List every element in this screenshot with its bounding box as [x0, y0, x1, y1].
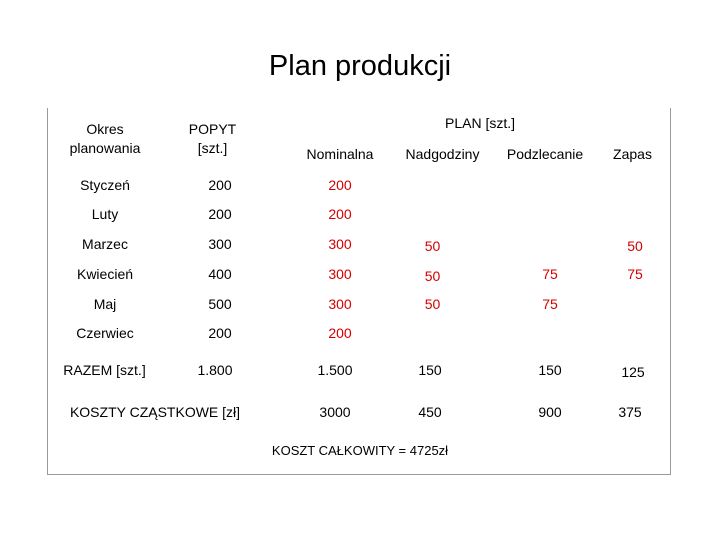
row-nominalna: 200	[328, 206, 352, 222]
koszty-nominalna: 3000	[319, 404, 351, 420]
row-okres: Marzec	[82, 236, 128, 252]
row-zapas: 50	[627, 238, 643, 254]
row-nominalna: 300	[328, 236, 352, 252]
row-podzlecanie: 75	[542, 296, 558, 312]
razem-zapas: 125	[621, 364, 645, 380]
razem-podzlecanie: 150	[538, 362, 562, 378]
header-plan: PLAN [szt.]	[444, 115, 516, 131]
razem-nominalna: 1.500	[317, 362, 353, 378]
row-popyt: 500	[208, 296, 232, 312]
row-popyt: 200	[208, 206, 232, 222]
razem-popyt: 1.800	[197, 362, 233, 378]
header-zapas: Zapas	[613, 146, 652, 162]
row-popyt: 400	[208, 266, 232, 282]
razem-nadgodziny: 150	[418, 362, 442, 378]
koszty-zapas: 375	[618, 404, 642, 420]
row-popyt: 300	[208, 236, 232, 252]
row-nominalna: 200	[328, 177, 352, 193]
header-podzlecanie: Podzlecanie	[506, 146, 584, 162]
koszty-podzlecanie: 900	[538, 404, 562, 420]
row-nadgodziny: 50	[424, 268, 441, 284]
razem-label: RAZEM [szt.]	[63, 362, 146, 378]
row-nadgodziny: 50	[424, 238, 441, 254]
row-okres: Styczeń	[80, 177, 130, 193]
row-popyt: 200	[208, 325, 232, 341]
header-nominalna: Nominalna	[306, 146, 374, 162]
koszty-label: KOSZTY CZĄSTKOWE [zł]	[69, 404, 241, 420]
row-okres: Kwiecień	[76, 266, 134, 282]
row-okres: Maj	[93, 296, 117, 312]
header-popyt: POPYT [szt.]	[188, 121, 237, 156]
row-podzlecanie: 75	[542, 266, 558, 282]
header-nadgodziny: Nadgodziny	[405, 146, 480, 162]
koszty-nadgodziny: 450	[418, 404, 442, 420]
row-nominalna: 300	[328, 296, 352, 312]
row-nominalna: 200	[328, 325, 352, 341]
page-title: Plan produkcji	[268, 50, 452, 82]
total-cost: KOSZT CAŁKOWITY = 4725zł	[271, 443, 449, 458]
row-okres: Luty	[91, 206, 119, 222]
row-zapas: 75	[627, 266, 643, 282]
header-okres: Okres planowania	[69, 121, 141, 156]
row-okres: Czerwiec	[76, 325, 134, 341]
row-popyt: 200	[208, 177, 232, 193]
row-nominalna: 300	[328, 266, 352, 282]
row-nadgodziny: 50	[424, 296, 441, 312]
